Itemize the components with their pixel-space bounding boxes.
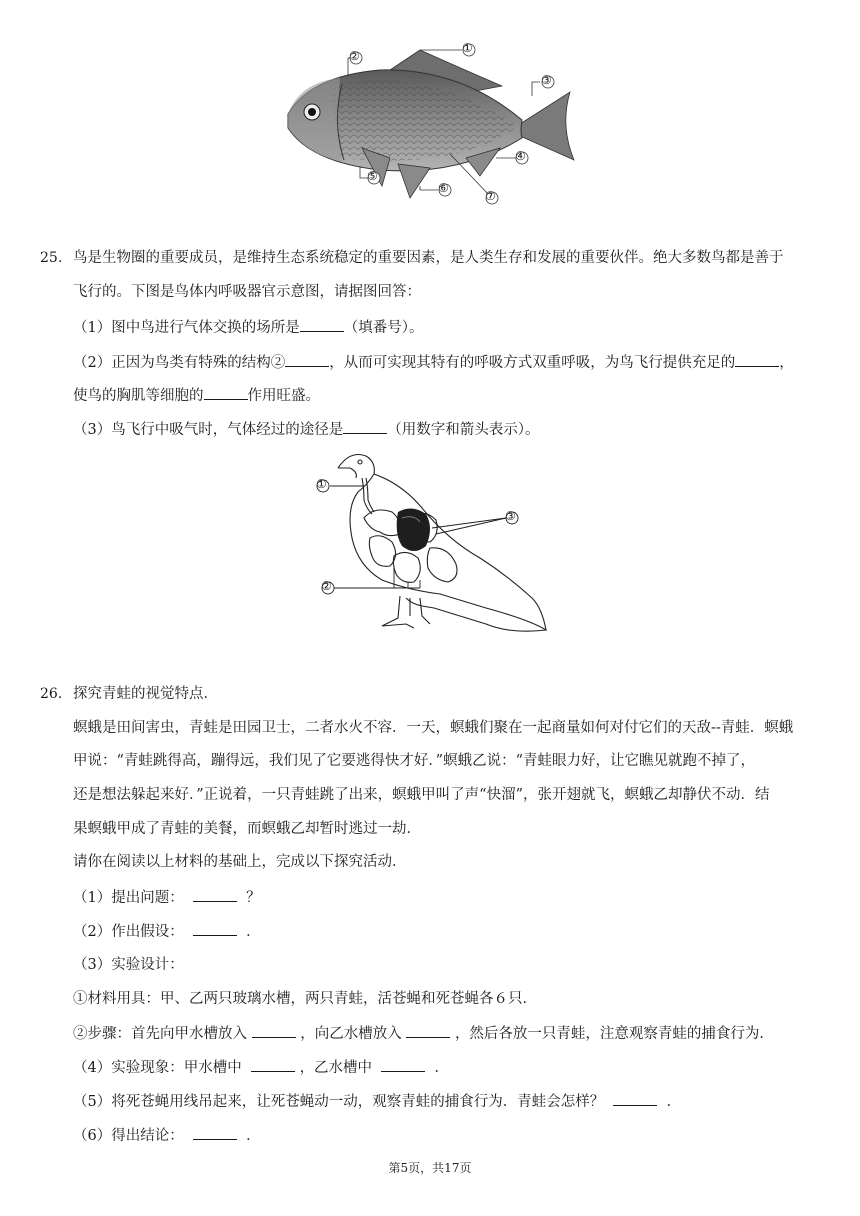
answer-blank[interactable] <box>204 385 248 400</box>
answer-blank[interactable] <box>735 352 779 367</box>
intro-text: 飞行的。下图是鸟体内呼吸器官示意图，请据图回答： <box>73 284 421 300</box>
subquestion-5 <box>73 1091 820 1112</box>
subquestion-text: （3）实验设计： <box>73 957 184 973</box>
story-text: 螟蛾是田间害虫，青蛙是田园卫士，二者水火不容．一天，螟蛾们聚在一起商量如何对付它们的天敌--青蛙．螟蛾 <box>73 720 794 736</box>
answer-blank[interactable] <box>300 317 344 332</box>
answer-blank[interactable] <box>193 1125 237 1140</box>
subquestion-text: 作用旺盛。 <box>247 388 320 404</box>
subquestion-text: （4）实验现象：甲水槽中 <box>73 1060 242 1076</box>
subquestion-text: ①材料用具：甲、乙两只玻璃水槽，两只青蛙，活苍蝇和死苍蝇各６只． <box>73 991 537 1007</box>
story-text: 果螟蛾甲成了青蛙的美餐，而螟蛾乙却暂时逃过一劫． <box>73 821 421 837</box>
subquestion-text: （用数字和箭头表示）。 <box>387 422 540 438</box>
story-line <box>73 785 820 805</box>
materials-line <box>73 989 820 1009</box>
story-text: 还是想法躲起来好．”正说着，一只青蛙跳了出来，螟蛾甲叫了声“快溜”，张开翅就飞，螟蛾乙却静伏不动．结 <box>73 787 770 803</box>
answer-blank[interactable] <box>613 1091 657 1106</box>
bird-label-2: ② <box>321 579 332 593</box>
subquestion-6 <box>73 1125 820 1146</box>
answer-blank[interactable] <box>252 1023 296 1038</box>
subquestion-text: ． <box>246 924 261 940</box>
subquestion-1 <box>73 887 820 908</box>
subquestion-text: ，乙水槽中 <box>299 1060 373 1076</box>
fish-figure <box>270 36 590 212</box>
answer-blank[interactable] <box>406 1023 450 1038</box>
fish-label-2: ② <box>349 49 360 63</box>
answer-blank[interactable] <box>343 419 387 434</box>
story-line <box>73 819 820 839</box>
story-line <box>73 751 820 771</box>
subquestion-text: （2）作出假设： <box>73 924 184 940</box>
answer-blank[interactable] <box>285 352 329 367</box>
subquestion-2 <box>73 921 820 942</box>
subquestion-text: （6）得出结论： <box>73 1128 184 1144</box>
answer-blank[interactable] <box>193 921 237 936</box>
subquestion-text: （5）将死苍蝇用线吊起来，让死苍蝇动一动，观察青蛙的捕食行为．青蛙会怎样？ <box>73 1094 605 1110</box>
answer-blank[interactable] <box>251 1057 295 1072</box>
instruction-text: 请你在阅读以上材料的基础上，完成以下探究活动． <box>73 854 407 870</box>
bird-label-1: ① <box>316 477 327 491</box>
fish-label-6: ⑥ <box>438 181 449 195</box>
question-intro-line <box>73 248 820 268</box>
title-text: 探究青蛙的视觉特点． <box>73 686 218 702</box>
subquestion-1 <box>73 317 820 338</box>
fish-label-3: ③ <box>541 73 552 87</box>
subquestion-text: （1）图中鸟进行气体交换的场所是 <box>73 320 300 336</box>
steps-line <box>73 1023 820 1044</box>
subquestion-text: ． <box>246 1128 261 1144</box>
subquestion-text: （填番号）。 <box>343 320 424 336</box>
fish-label-4: ④ <box>515 149 526 163</box>
question-number: 26. <box>40 686 63 702</box>
subquestion-text: 使鸟的胸肌等细胞的 <box>73 388 204 404</box>
question-number: 25. <box>40 250 63 266</box>
subquestion-2-cont <box>73 385 820 406</box>
question-title <box>73 684 820 704</box>
subquestion-text: ． <box>434 1060 449 1076</box>
subquestion-4 <box>73 1057 820 1078</box>
bird-label-3: ③ <box>505 509 516 523</box>
subquestion-text: ②步骤：首先向甲水槽放入 <box>73 1026 247 1042</box>
subquestion-text: （1）提出问题： <box>73 890 184 906</box>
bird-figure <box>310 448 550 638</box>
subquestion-text: （2）正因为鸟类有特殊的结构② <box>73 355 286 371</box>
fish-illustration <box>270 36 590 212</box>
subquestion-text: （3）鸟飞行中吸气时，气体经过的途径是 <box>73 422 344 438</box>
story-line <box>73 718 820 738</box>
fish-label-7: ⑦ <box>485 189 496 203</box>
subquestion-3 <box>73 419 820 440</box>
question-intro-line <box>73 282 820 302</box>
subquestion-text: ，然后各放一只青蛙，注意观察青蛙的捕食行为． <box>454 1026 774 1042</box>
subquestion-text: ，向乙水槽放入 <box>300 1026 402 1042</box>
fish-label-1: ① <box>462 41 473 55</box>
subquestion-text: ． <box>666 1094 682 1110</box>
subquestion-text: ，从而可实现其特有的呼吸方式双重呼吸，为鸟飞行提供充足的 <box>329 355 736 371</box>
intro-text: 鸟是生物圈的重要成员，是维持生态系统稳定的重要因素，是人类生存和发展的重要伙伴。绝大多数鸟都是善于 <box>73 250 784 266</box>
subquestion-2 <box>73 352 820 373</box>
story-text: 甲说：“青蛙跳得高，蹦得远，我们见了它要逃得快才好．”螟蛾乙说：“青蛙眼力好，让它瞧见就跑不掉了， <box>73 753 755 769</box>
bird-respiratory-diagram <box>310 448 550 638</box>
page-footer: 第5页，共17页 <box>388 1161 472 1175</box>
subquestion-3 <box>73 955 820 975</box>
subquestion-text: ， <box>779 355 794 371</box>
subquestion-text: ？ <box>246 890 261 906</box>
fish-label-5: ⑤ <box>367 169 378 183</box>
instruction-line <box>73 852 820 872</box>
answer-blank[interactable] <box>193 887 237 902</box>
answer-blank[interactable] <box>381 1057 425 1072</box>
